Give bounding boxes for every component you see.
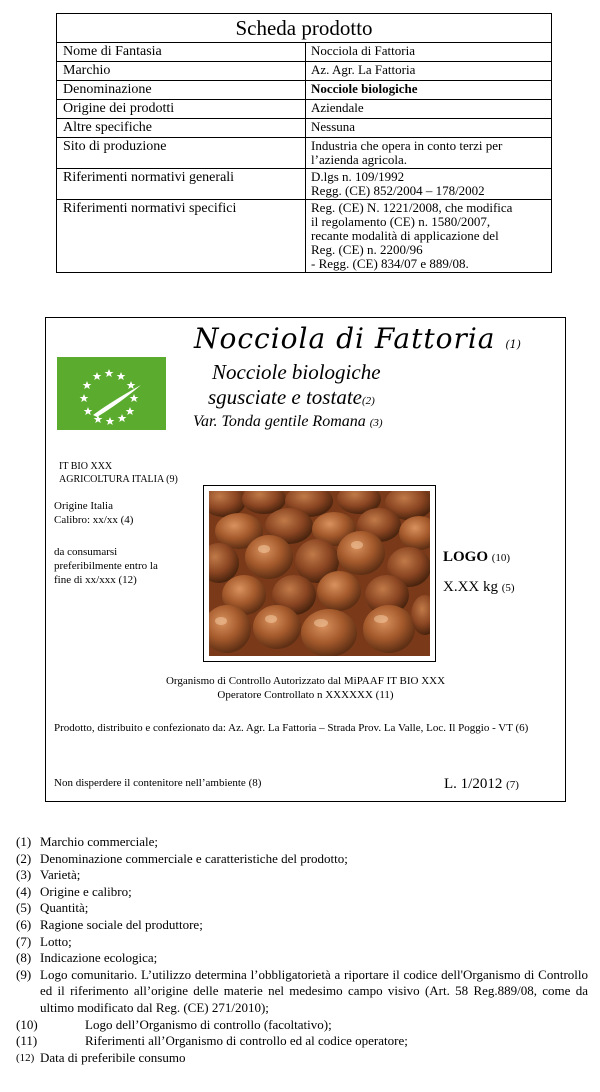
hazelnuts-photo-icon <box>209 491 430 656</box>
row-label: Origine dei prodotti <box>57 100 306 119</box>
denomination-line-2-text: sgusciate e tostate <box>208 385 362 409</box>
denomination-ref: (2) <box>361 395 375 407</box>
best-before-block <box>54 545 194 587</box>
variety <box>193 413 383 431</box>
control-line-1: Organismo di Controllo Autorizzato dal MiPAAF IT BIO XXX <box>165 675 446 687</box>
eu-organic-leaf-icon <box>57 357 166 430</box>
legend-num: (10) <box>16 1016 38 1032</box>
row-value: Nocciola di Fattoria <box>306 43 552 62</box>
control-line-2: Operatore Controllato n XXXXXX (11) <box>217 689 394 701</box>
legend-text: Indicazione ecologica; <box>40 950 158 966</box>
list-item <box>16 884 588 901</box>
quantity <box>443 579 515 596</box>
list-item <box>16 1017 588 1034</box>
legend-text: Logo comunitario. L’utilizzo determina l’obbligatorietà a riportare il codice dell'Organismo di Controllo ed il riferimento all’origine delle materie nel medesimo campo visivo (Art. 58 Reg.889/08, come da ultimo modificato dal Reg. (CE) 271/2010); <box>40 966 588 1015</box>
variety-text: Var. Tonda gentile Romana <box>193 413 366 430</box>
table-row <box>57 43 552 62</box>
legend-num: (12) <box>16 1051 35 1064</box>
quantity-ref: (5) <box>501 582 515 594</box>
legend-text: Riferimenti all’Organismo di controllo ed al codice operatore; <box>85 1033 408 1049</box>
row-label: Riferimenti normativi specifici <box>57 200 306 273</box>
caliber-text: Calibro: xx/xx (4) <box>54 514 134 526</box>
row-value: Az. Agr. La Fattoria <box>306 62 552 81</box>
legend-list <box>16 834 588 1066</box>
list-item <box>16 851 588 868</box>
control-body-info <box>46 674 565 702</box>
list-item <box>16 900 588 917</box>
table-row <box>57 81 552 100</box>
table-row <box>57 119 552 138</box>
origin-block <box>54 499 133 527</box>
list-item <box>16 967 588 1017</box>
value-line: recante modalità di applicazione del <box>311 228 499 243</box>
bio-code-block <box>59 460 178 486</box>
row-value: Nessuna <box>306 119 552 138</box>
value-line: il regolamento (CE) n. 1580/2007, <box>311 214 491 229</box>
row-label: Sito di produzione <box>57 138 306 169</box>
best-before-line: da consumarsi <box>54 546 118 558</box>
row-label: Altre specifiche <box>57 119 306 138</box>
row-label: Denominazione <box>57 81 306 100</box>
row-value <box>306 169 552 200</box>
origin-text: Origine Italia <box>54 500 113 512</box>
value-line: Regg. (CE) 852/2004 – 178/2002 <box>311 183 485 198</box>
list-item <box>16 934 588 951</box>
denomination <box>208 360 381 414</box>
value-line: Industria che opera in conto terzi per <box>311 138 503 153</box>
value-line: D.lgs n. 109/1992 <box>311 169 405 184</box>
denomination-line-1: Nocciole biologiche <box>212 360 381 384</box>
logo-ref: (10) <box>491 552 511 564</box>
product-label <box>45 317 566 802</box>
row-label: Riferimenti normativi generali <box>57 169 306 200</box>
sheet-title: Scheda prodotto <box>57 14 552 43</box>
variety-ref: (3) <box>369 417 383 429</box>
list-item <box>16 917 588 934</box>
denomination-line-2 <box>208 385 381 414</box>
list-item <box>16 1033 588 1050</box>
product-sheet-table <box>56 13 552 273</box>
row-label: Nome di Fantasia <box>57 43 306 62</box>
hazelnuts-photo <box>203 485 436 662</box>
legend-num: (11) <box>16 1033 38 1049</box>
list-item <box>16 867 588 884</box>
best-before-line: preferibilmente entro la <box>54 560 158 572</box>
legend-num: (2) <box>16 850 32 866</box>
legend-text: Varietà; <box>40 867 81 883</box>
table-row <box>57 100 552 119</box>
legend-text: Data di preferibile consumo <box>40 1049 186 1065</box>
eu-leaf-background <box>57 357 166 430</box>
best-before-line: fine di xx/xxx (12) <box>54 574 137 586</box>
legend-num: (1) <box>16 834 32 849</box>
value-line: l’azienda agricola. <box>311 152 407 167</box>
list-item <box>16 834 588 851</box>
legend-num: (3) <box>16 867 32 883</box>
row-value: Nocciole biologiche <box>306 81 552 100</box>
legend-num: (7) <box>16 933 32 949</box>
list-item <box>16 1050 588 1067</box>
legend-num: (4) <box>16 883 32 899</box>
environment-notice: Non disperdere il contenitore nell’ambiente (8) <box>54 777 262 789</box>
table-row <box>57 138 552 169</box>
brand-name <box>194 322 521 355</box>
legend-num: (8) <box>16 950 32 966</box>
table-row <box>57 200 552 273</box>
legend-text: Logo dell’Organismo di controllo (facoltativo); <box>85 1016 332 1032</box>
quantity-text: X.XX kg <box>443 579 498 595</box>
lot-number <box>444 776 519 793</box>
legend-text: Quantità; <box>40 900 89 916</box>
row-value <box>306 138 552 169</box>
legend-num: (6) <box>16 916 32 932</box>
legend-num: (5) <box>16 900 32 916</box>
value-line: - Regg. (CE) 834/07 e 889/08. <box>311 256 469 271</box>
lot-text: L. 1/2012 <box>444 776 503 792</box>
producer-info: Prodotto, distribuito e confezionato da: Az. Agr. La Fattoria – Strada Prov. La Valle, Loc. Il Poggio - VT (6) <box>54 722 529 734</box>
brand-text: Nocciola di Fattoria <box>194 322 496 355</box>
table-row <box>57 62 552 81</box>
legend-text: Origine e calibro; <box>40 883 132 899</box>
brand-ref: (1) <box>505 338 521 351</box>
table-row <box>57 169 552 200</box>
row-value: Aziendale <box>306 100 552 119</box>
list-item <box>16 950 588 967</box>
legend-text: Lotto; <box>40 933 72 949</box>
control-body-logo <box>443 549 510 566</box>
legend-num: (9) <box>16 966 32 982</box>
lot-ref: (7) <box>506 779 519 791</box>
row-label: Marchio <box>57 62 306 81</box>
row-value <box>306 200 552 273</box>
legend-text: Ragione sociale del produttore; <box>40 916 203 932</box>
bio-agriculture: AGRICOLTURA ITALIA (9) <box>59 474 178 485</box>
value-line: Reg. (CE) N. 1221/2008, che modifica <box>311 200 513 215</box>
logo-text: LOGO <box>443 549 489 565</box>
legend-text: Marchio commerciale; <box>40 834 159 849</box>
bio-code: IT BIO XXX <box>59 461 113 472</box>
value-line: Reg. (CE) n. 2200/96 <box>311 242 423 257</box>
legend-text: Denominazione commerciale e caratteristiche del prodotto; <box>40 850 348 866</box>
